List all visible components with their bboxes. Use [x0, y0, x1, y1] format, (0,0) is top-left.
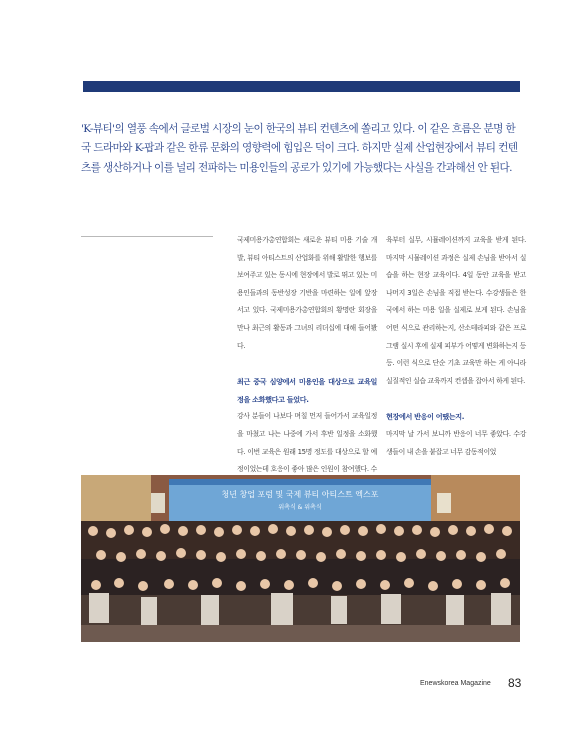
column-gap	[386, 390, 526, 408]
article-column-1	[237, 232, 377, 496]
interview-question-1: 최근 중국 심양에서 미용인을 대상으로 교육일정을 소화했다고 들었다.	[237, 377, 377, 404]
page-number: 83	[508, 676, 522, 690]
section-divider	[81, 236, 213, 237]
header-color-bar	[83, 81, 520, 92]
banner-subtitle: 위촉식 & 위촉식	[278, 504, 322, 511]
article-column-2	[386, 232, 526, 461]
interview-question-2: 현장에서 반응이 어땠는지.	[386, 412, 465, 422]
column1-paragraph-1: 국제미용가총연합회는 새로운 뷰티 미용 기술 개발, 뷰티 아티스트의 산업화를 위해 활발한 행보를 보여주고 있는 동시에 현장에서 발로 뛰고 있는 미용인들과의 동반성장 기반을 마련하는 일에 앞장서고 있다. 국제미용가총연합회의 황명란 회장을 만나 최근의 활동과 그녀의 리더십에 대해 들어봤다.	[237, 236, 377, 350]
column2-paragraph-2: 마지막 날 가서 보니까 반응이 너무 좋았다. 수강생들이 내 손을 붙잡고 너무 감동적이었	[386, 429, 526, 456]
column1-paragraph-2: 강사 분들이 나보다 며칠 먼저 들어가서 교육일정을 마쳤고 나는 나중에 가서 후반 일정을 소화했다. 이번 교육은 원래 15명 정도를 대상으로 할 예정이었는데 호응이 좋아 많은 인원이 참여했다. 수	[237, 412, 377, 474]
lede-paragraph: 'K-뷰티'의 열풍 속에서 글로벌 시장의 눈이 한국의 뷰티 컨텐츠에 쏠리고 있다. 이 같은 흐름은 분명 한국 드라마와 K-팝과 같은 한류 문화의 영향력에 힘입은 덕이 크다. 하지만 실제 산업현장에서 뷰티 컨텐츠를 생산하거나 이를 널리 전파하는 미용인들의 공로가 있기에 가능했다는 사실을 간과해선 안 된다.	[81, 123, 518, 174]
column-gap	[237, 355, 377, 373]
group-photo	[81, 475, 520, 642]
banner-title: 청년 창업 포럼 및 국제 뷰티 아티스트 엑스포	[221, 490, 379, 499]
crowd-middle-row	[81, 559, 520, 599]
magazine-name: Enewskorea Magazine	[420, 680, 491, 687]
column2-paragraph-1: 육부터 실무, 시뮬레이션까지 교육을 받게 된다. 마지막 시뮬레이션 과정은 실제 손님을 받아서 실습을 하는 현장 교육이다. 4일 동안 교육을 받고 나머지 3일은 손님을 직접 받는다. 수강생들은 한국에서 하는 미용 일을 실제로 보게 된다. 손님을 어떤 식으로 관리하는지, 산소테라피와 같은 프로그램 실시 후에 실제 피부가 어떻게 변화하는지 등등. 이런 식으로 단순 기초 교육만 하는 게 아니라 실질적인 실습 교육까지 컨셉을 잡아서 하게 된다.	[386, 236, 526, 385]
event-banner	[169, 479, 431, 527]
